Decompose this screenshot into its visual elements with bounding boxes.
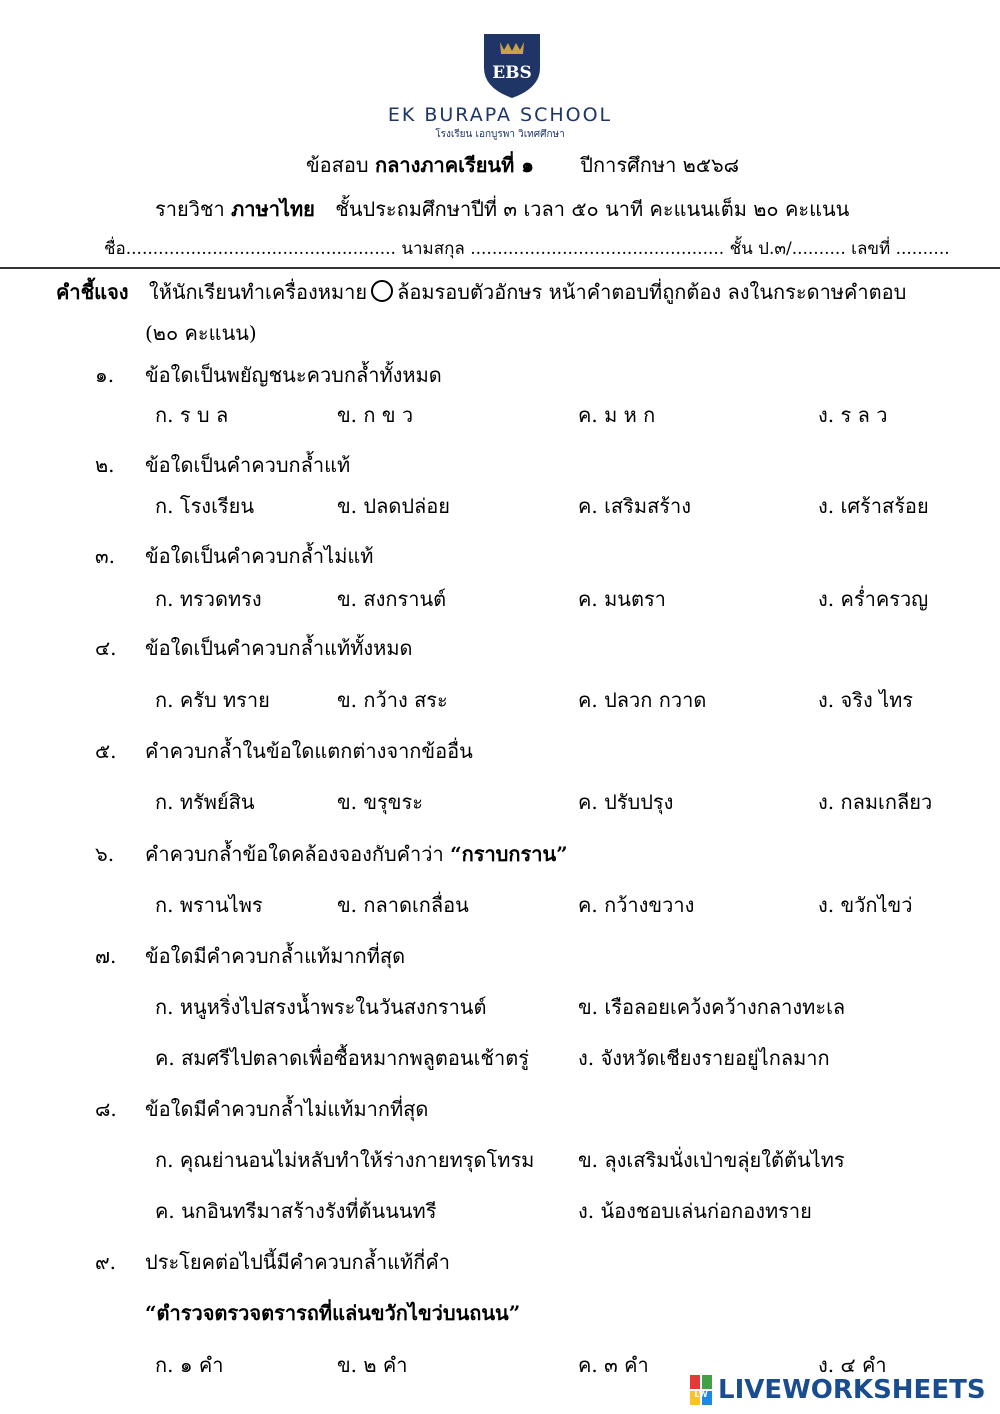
question-text: ประโยคต่อไปนี้มีคำควบกล้ำแท้กี่คำ xyxy=(145,1250,450,1274)
question-number: ๗. xyxy=(95,944,117,968)
choice-b[interactable]: ข. กว้าง สระ xyxy=(337,688,448,712)
school-name-thai: โรงเรียน เอกบูรพา วิเทศศึกษา xyxy=(435,129,565,140)
question-text: ข้อใดมีคำควบกล้ำไม่แท้มากที่สุด xyxy=(145,1097,429,1121)
choice-d[interactable]: ง. ขวักไขว่ xyxy=(818,893,913,917)
question-text: ข้อใดเป็นคำควบกล้ำไม่แท้ xyxy=(145,544,374,568)
choice-d[interactable]: ง. ๔ คำ xyxy=(818,1353,887,1377)
choice-c[interactable]: ค. มนตรา xyxy=(578,587,666,611)
subject-line xyxy=(155,196,849,222)
exam-heading xyxy=(306,152,739,178)
choice-a[interactable]: ก. โรงเรียน xyxy=(155,494,255,518)
choice-c[interactable]: ค. เสริมสร้าง xyxy=(578,494,692,518)
subject-details: ชั้นประถมศึกษาปีที่ ๓ เวลา ๕๐ นาที คะแนนเต็ม ๒๐ คะแนน xyxy=(335,197,850,221)
choice-a[interactable]: ก. คุณย่านอนไม่หลับทำให้ร่างกายทรุดโทรม xyxy=(155,1148,535,1172)
choice-b[interactable]: ข. สงกรานต์ xyxy=(337,587,447,611)
question-number: ๙. xyxy=(95,1250,117,1274)
choice-d[interactable]: ง. ร ล ว xyxy=(818,403,888,427)
instructions-text-before: ให้นักเรียนทำเครื่องหมาย xyxy=(148,280,368,304)
question-number: ๒. xyxy=(95,453,115,477)
choice-a[interactable]: ก. ครับ ทราย xyxy=(155,688,270,712)
question-text: คำควบกล้ำในข้อใดแตกต่างจากข้ออื่น xyxy=(145,739,473,763)
question-number: ๖. xyxy=(95,842,115,866)
choice-d[interactable]: ง. เศร้าสร้อย xyxy=(818,494,929,518)
instructions-label: คำชี้แจง xyxy=(56,280,129,304)
question-emphasis: “กราบกราน” xyxy=(450,842,568,866)
instructions-text-after: ล้อมรอบตัวอักษร หน้าคำตอบที่ถูกต้อง ลงในกระดาษคำตอบ xyxy=(397,280,907,304)
question-number: ๓. xyxy=(95,544,116,568)
exam-title: กลางภาคเรียนที่ ๑ xyxy=(374,153,534,177)
subject-prefix: รายวิชา xyxy=(155,197,225,221)
choice-c[interactable]: ค. ปรับปรุง xyxy=(578,790,674,814)
choice-b[interactable]: ข. ๒ คำ xyxy=(337,1353,408,1377)
choice-d[interactable]: ง. จังหวัดเชียงรายอยู่ไกลมาก xyxy=(578,1046,830,1070)
svg-text:LW: LW xyxy=(694,1390,708,1399)
question-sentence: “ตำรวจตรวจตรารถที่แล่นขวักไขว่บนถนน” xyxy=(145,1301,521,1325)
choice-b[interactable]: ข. ขรุขระ xyxy=(337,790,423,814)
choice-b[interactable]: ข. ลุงเสริมนั่งเป่าขลุ่ยใต้ต้นไทร xyxy=(578,1148,845,1172)
question-number: ๔. xyxy=(95,636,117,660)
question-number: ๕. xyxy=(95,739,117,763)
choice-a[interactable]: ก. พรานไพร xyxy=(155,893,263,917)
choice-c[interactable]: ค. นกอินทรีมาสร้างรังที่ต้นนนทรี xyxy=(155,1199,437,1223)
choice-d[interactable]: ง. จริง ไทร xyxy=(818,688,914,712)
choice-c[interactable]: ค. ม ห ก xyxy=(578,403,656,427)
liveworksheets-watermark xyxy=(690,1374,986,1406)
question-text: ข้อใดเป็นคำควบกล้ำแท้ xyxy=(145,453,351,477)
student-info-line: ชื่อ.................................................. นามสกุล ............................................... ชั้น ป.๓/.......... เลขที่ .......... xyxy=(104,239,950,259)
header-divider xyxy=(0,267,1000,269)
choice-b[interactable]: ข. ก ข ว xyxy=(337,403,414,427)
liveworksheets-brand: LIVEWORKSHEETS xyxy=(718,1375,986,1405)
choice-b[interactable]: ข. เรือลอยเคว้งคว้างกลางทะเล xyxy=(578,995,846,1019)
svg-text:EBS: EBS xyxy=(492,63,532,83)
choice-c[interactable]: ค. ๓ คำ xyxy=(578,1353,649,1377)
question-text-main: คำควบกล้ำข้อใดคล้องจองกับคำว่า xyxy=(145,842,444,866)
question-text: ข้อใดมีคำควบกล้ำแท้มากที่สุด xyxy=(145,944,406,968)
instructions xyxy=(56,279,906,305)
academic-year: ปีการศึกษา ๒๕๖๘ xyxy=(580,153,740,177)
choice-a[interactable]: ก. หนูหริ่งไปสรงน้ำพระในวันสงกรานต์ xyxy=(155,995,487,1019)
choice-c[interactable]: ค. สมศรีไปตลาดเพื่อซื้อหมากพลูตอนเช้าตรู่ xyxy=(155,1046,529,1070)
choice-d[interactable]: ง. น้องชอบเล่นก่อกองทราย xyxy=(578,1199,812,1223)
choice-d[interactable]: ง. คร่ำครวญ xyxy=(818,587,929,611)
subject-name: ภาษาไทย xyxy=(231,197,315,221)
choice-a[interactable]: ก. ๑ คำ xyxy=(155,1353,224,1377)
school-name: EK BURAPA SCHOOL xyxy=(387,104,613,126)
choice-c[interactable]: ค. กว้างขวาง xyxy=(578,893,695,917)
circle-mark-icon xyxy=(371,280,393,302)
choice-c[interactable]: ค. ปลวก กวาด xyxy=(578,688,707,712)
choice-a[interactable]: ก. ร บ ล xyxy=(155,403,229,427)
question-number: ๑. xyxy=(95,363,115,387)
question-number: ๘. xyxy=(95,1097,117,1121)
choice-b[interactable]: ข. กลาดเกลื่อน xyxy=(337,893,469,917)
choice-d[interactable]: ง. กลมเกลียว xyxy=(818,790,933,814)
question-text: ข้อใดเป็นคำควบกล้ำแท้ทั้งหมด xyxy=(145,636,413,660)
liveworksheets-logo-icon xyxy=(690,1375,712,1405)
question-text xyxy=(145,841,568,867)
exam-prefix: ข้อสอบ xyxy=(306,153,369,177)
choice-a[interactable]: ก. ทรัพย์สิน xyxy=(155,790,255,814)
choice-a[interactable]: ก. ทรวดทรง xyxy=(155,587,262,611)
instructions-points: (๒๐ คะแนน) xyxy=(145,321,257,345)
question-text: ข้อใดเป็นพยัญชนะควบกล้ำทั้งหมด xyxy=(145,363,442,387)
school-logo xyxy=(480,28,544,100)
choice-b[interactable]: ข. ปลดปล่อย xyxy=(337,494,451,518)
